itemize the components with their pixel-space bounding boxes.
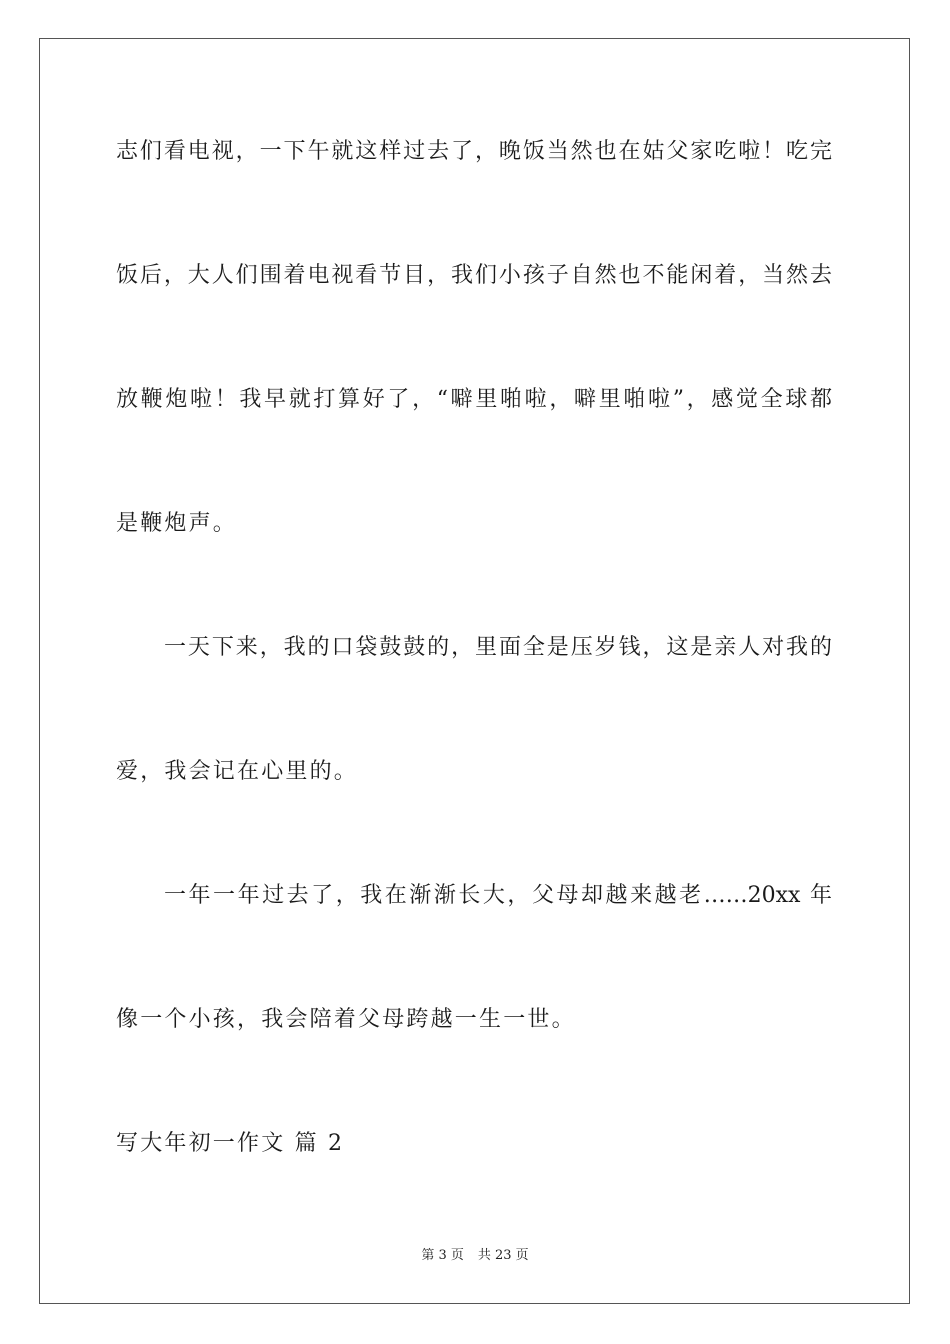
text-line-1: 志们看电视，一下午就这样过去了，晚饭当然也在姑父家吃啦！吃完 — [116, 139, 832, 164]
text-line-5: 一天下来，我的口袋鼓鼓的，里面全是压岁钱，这是亲人对我的 — [164, 635, 832, 660]
total-pages: 共 23 页 — [477, 1248, 529, 1263]
text-line-7: 一年一年过去了，我在渐渐长大，父母却越来越老……20xx 年 — [164, 883, 832, 908]
text-line-2: 饭后，大人们围着电视看节目，我们小孩子自然也不能闲着，当然去 — [116, 263, 832, 288]
text-line-4: 是鞭炮声。 — [116, 511, 238, 536]
text-line-6: 爱，我会记在心里的。 — [116, 759, 359, 784]
page-border — [39, 38, 910, 1304]
section-heading: 写大年初一作文 篇 2 — [116, 1131, 345, 1156]
page-number: 第 3 页 — [421, 1248, 464, 1263]
page-footer — [0, 1247, 950, 1265]
text-line-3: 放鞭炮啦！我早就打算好了，“噼里啪啦，噼里啪啦”，感觉全球都 — [116, 387, 832, 412]
text-line-8: 像一个小孩，我会陪着父母跨越一生一世。 — [116, 1007, 576, 1032]
